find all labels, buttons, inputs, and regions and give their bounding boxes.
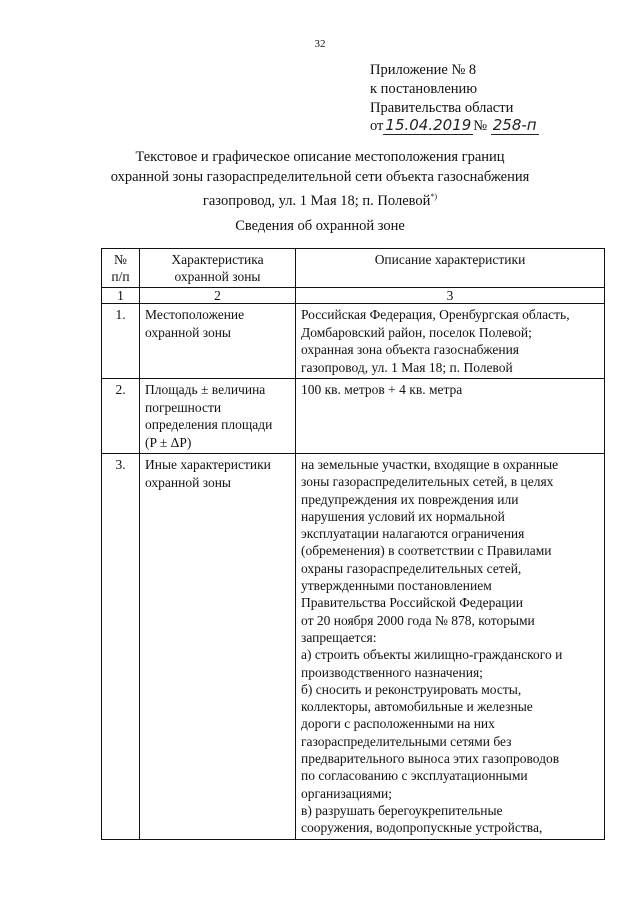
column-numbers-row (102, 288, 605, 304)
handwritten-date: 15.04.2019 (385, 116, 472, 134)
column-number: 3 (296, 288, 605, 304)
title-line-1: Текстовое и графическое описание местоположения границ (135, 149, 505, 165)
row-characteristic: Местоположение охранной зоны (140, 304, 296, 379)
header-num (102, 249, 140, 288)
annex-date-line (370, 116, 539, 136)
annex-line-1: Приложение № 8 (370, 62, 477, 78)
column-number: 2 (140, 288, 296, 304)
table-row (102, 379, 605, 454)
row-description: Российская Федерация, Оренбургская область, Домбаровский район, поселок Полевой; охранная зона объекта газоснабжения газопровод, ул. 1 Мая 18; п. Полевой (296, 304, 605, 379)
row-characteristic: Площадь ± величина погрешности определения площади (P ± ΔP) (140, 379, 296, 454)
row-number: 2. (102, 379, 140, 454)
row-description: 100 кв. метров + 4 кв. метра (296, 379, 605, 454)
protected-zone-table (101, 248, 605, 840)
section-subtitle: Сведения об охранной зоне (235, 218, 405, 234)
handwritten-number: 258-п (492, 116, 537, 134)
title-line-2: охранной зоны газораспределительной сети объекта газоснабжения (110, 169, 530, 185)
page-number: 32 (314, 38, 326, 50)
title-line-3 (0, 187, 640, 211)
title-line-3-text: газопровод, ул. 1 Мая 18; п. Полевой (202, 192, 431, 209)
column-number: 1 (102, 288, 140, 304)
header-description (296, 249, 605, 288)
row-description: на земельные участки, входящие в охранные зоны газораспределительных сетей, в целях предупреждения их повреждения или нарушения условий их нормальной эксплуатации налагаются ограничения (обременения) в соответствии с Правилами охраны газораспределительных сетей, утвержденными постановлением Правительства Российской Федерации от 20 ноября 2000 года № 878, которыми запрещается: а) строить объекты жилищно-гражданского и производственного назначения; б) сносить и реконструировать мосты, коллекторы, автомобильные и железные дороги с расположенными на них газораспределительными сетями без предварительного выноса этих газопроводов по согласованию с эксплуатационными организациями; в) разрушать берегоукрепительные сооружения, водопропускные устройства, (296, 454, 605, 840)
row-number: 1. (102, 304, 140, 379)
table-header-row (102, 249, 605, 288)
footnote-mark: *) (430, 192, 438, 201)
header-characteristic (140, 249, 296, 288)
header-description-label: Описание характеристики (374, 252, 526, 267)
annex-line-2: к постановлению (370, 81, 478, 97)
header-characteristic-label: Характеристика охранной зоны (171, 252, 264, 284)
row-characteristic: Иные характеристики охранной зоны (140, 454, 296, 840)
row-number: 3. (102, 454, 140, 840)
header-num-label: № п/п (111, 252, 130, 284)
table-row (102, 454, 605, 840)
number-prefix: № (473, 118, 488, 134)
annex-line-3: Правительства области (370, 100, 514, 116)
date-prefix: от (370, 118, 384, 134)
table-row (102, 304, 605, 379)
